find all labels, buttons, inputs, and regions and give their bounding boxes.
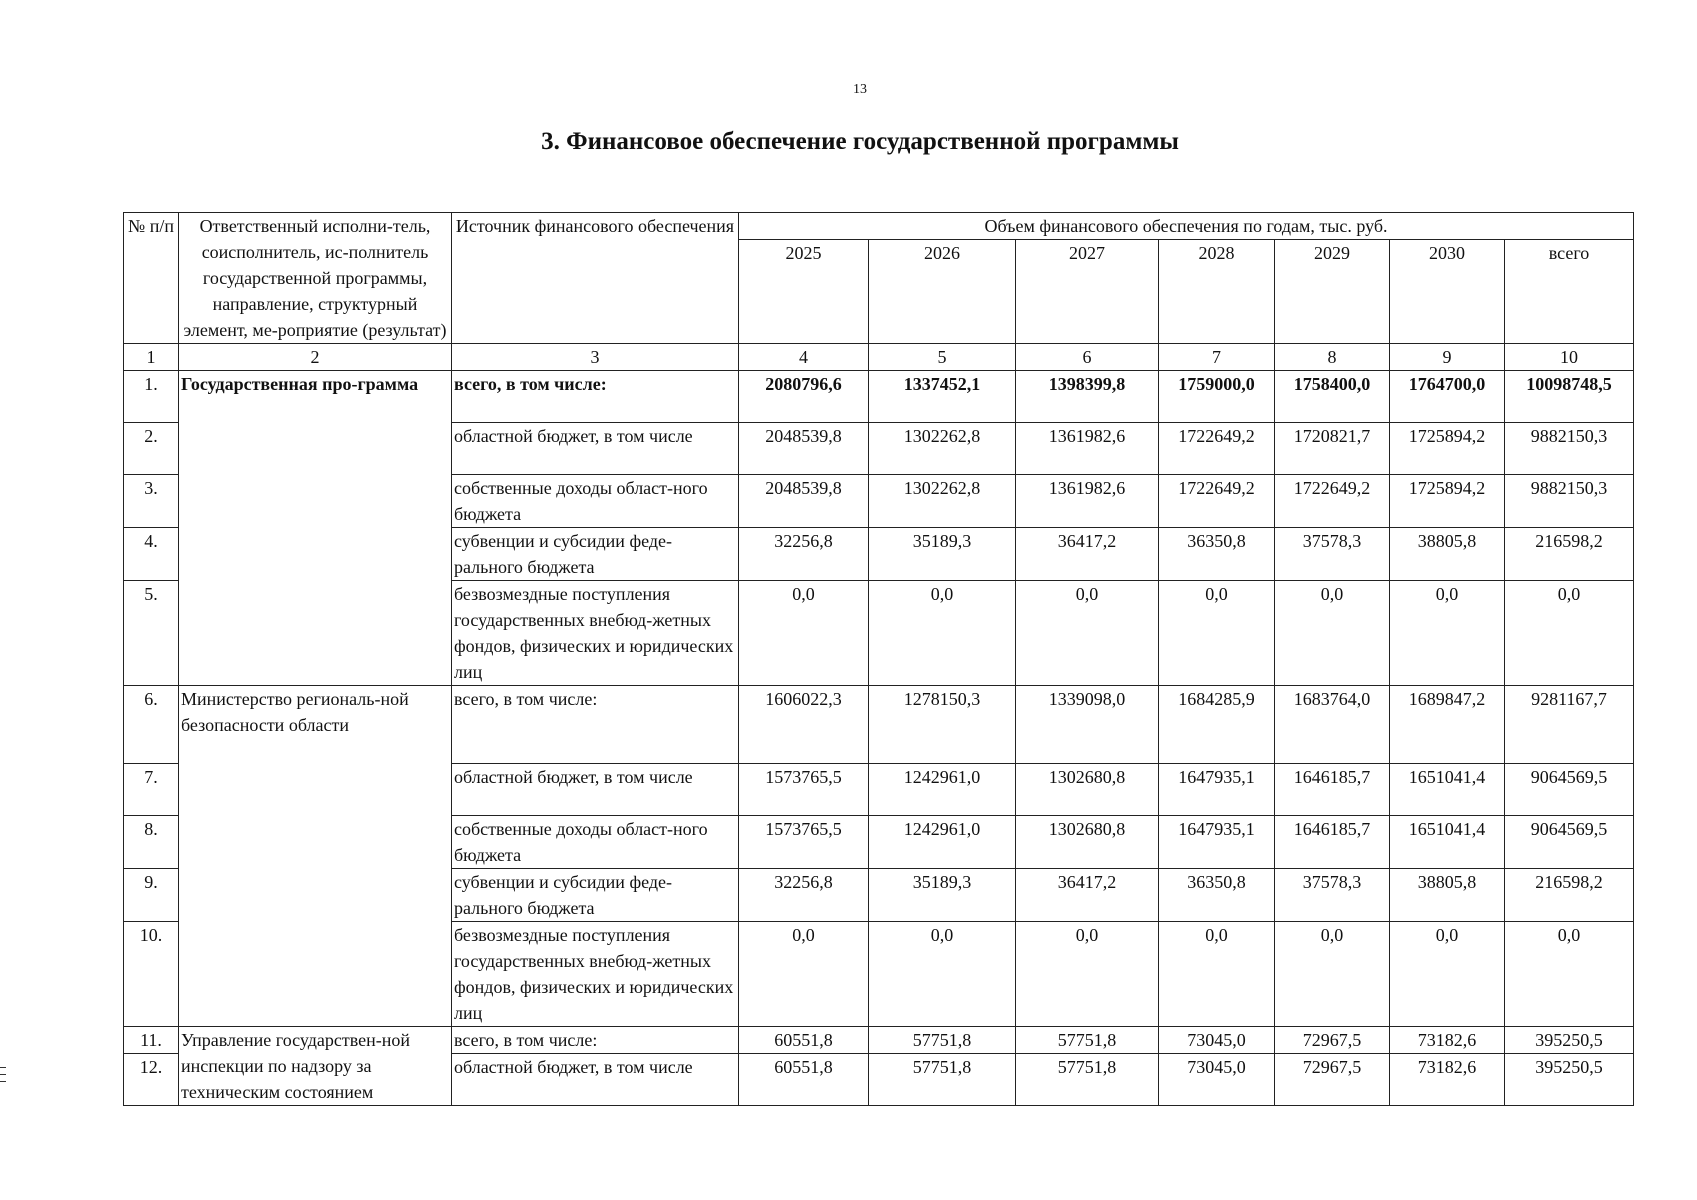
- row-number: 6.: [124, 686, 179, 764]
- row-number: 4.: [124, 528, 179, 581]
- value-year: 1646185,7: [1275, 816, 1390, 869]
- funding-source: безвозмездные поступления государственных внебюд-жетных фондов, физических и юридических лиц: [452, 581, 739, 686]
- value-year: 1764700,0: [1390, 371, 1505, 423]
- value-year: 0,0: [739, 581, 869, 686]
- header-year: 2026: [869, 240, 1016, 344]
- value-year: 1361982,6: [1016, 475, 1159, 528]
- value-year: 73182,6: [1390, 1054, 1505, 1106]
- value-year: 1278150,3: [869, 686, 1016, 764]
- column-number: 5: [869, 344, 1016, 371]
- header-year: 2030: [1390, 240, 1505, 344]
- value-total: 9882150,3: [1505, 423, 1634, 475]
- value-year: 1573765,5: [739, 816, 869, 869]
- value-year: 37578,3: [1275, 869, 1390, 922]
- row-number: 2.: [124, 423, 179, 475]
- value-year: 35189,3: [869, 528, 1016, 581]
- header-source: Источник финансового обеспечения: [452, 213, 739, 344]
- value-year: 2080796,6: [739, 371, 869, 423]
- value-total: 395250,5: [1505, 1027, 1634, 1054]
- executor-name: Государственная про-грамма: [179, 371, 452, 686]
- value-total: 216598,2: [1505, 528, 1634, 581]
- funding-source: всего, в том числе:: [452, 1027, 739, 1054]
- value-year: 1647935,1: [1159, 764, 1275, 816]
- value-year: 38805,8: [1390, 528, 1505, 581]
- value-year: 36417,2: [1016, 528, 1159, 581]
- value-year: 60551,8: [739, 1027, 869, 1054]
- value-year: 0,0: [869, 581, 1016, 686]
- value-year: 1758400,0: [1275, 371, 1390, 423]
- value-year: 57751,8: [1016, 1027, 1159, 1054]
- header-total: всего: [1505, 240, 1634, 344]
- table-row: [124, 371, 1634, 423]
- value-total: 395250,5: [1505, 1054, 1634, 1106]
- value-year: 1651041,4: [1390, 816, 1505, 869]
- value-year: 1573765,5: [739, 764, 869, 816]
- value-year: 1725894,2: [1390, 475, 1505, 528]
- page-number: 13: [853, 82, 867, 97]
- value-year: 1720821,7: [1275, 423, 1390, 475]
- header-row: [124, 213, 1634, 240]
- value-year: 1242961,0: [869, 764, 1016, 816]
- funding-source: всего, в том числе:: [452, 686, 739, 764]
- row-number: 1.: [124, 371, 179, 423]
- value-year: 35189,3: [869, 869, 1016, 922]
- financing-table: [123, 212, 1634, 1106]
- value-year: 36350,8: [1159, 528, 1275, 581]
- column-number: 6: [1016, 344, 1159, 371]
- page-title: 3. Финансовое обеспечение государственной программы: [541, 128, 1179, 155]
- value-year: 0,0: [1275, 922, 1390, 1027]
- funding-source: собственные доходы област-ного бюджета: [452, 475, 739, 528]
- funding-source: субвенции и субсидии феде-рального бюджета: [452, 869, 739, 922]
- column-number: 4: [739, 344, 869, 371]
- margin-marks: [0, 1067, 8, 1107]
- value-year: 73045,0: [1159, 1027, 1275, 1054]
- funding-source: безвозмездные поступления государственных внебюд-жетных фондов, физических и юридических лиц: [452, 922, 739, 1027]
- funding-source: субвенции и субсидии феде-рального бюджета: [452, 528, 739, 581]
- row-number: 5.: [124, 581, 179, 686]
- value-year: 1722649,2: [1159, 475, 1275, 528]
- column-number: 3: [452, 344, 739, 371]
- column-number-row: [124, 344, 1634, 371]
- header-number: № п/п: [124, 213, 179, 344]
- value-year: 1689847,2: [1390, 686, 1505, 764]
- value-year: 60551,8: [739, 1054, 869, 1106]
- row-number: 9.: [124, 869, 179, 922]
- column-number: 7: [1159, 344, 1275, 371]
- value-year: 57751,8: [869, 1054, 1016, 1106]
- value-total: 0,0: [1505, 581, 1634, 686]
- header-year: 2029: [1275, 240, 1390, 344]
- value-year: 57751,8: [1016, 1054, 1159, 1106]
- column-number: 8: [1275, 344, 1390, 371]
- value-year: 72967,5: [1275, 1054, 1390, 1106]
- value-year: 1337452,1: [869, 371, 1016, 423]
- row-number: 8.: [124, 816, 179, 869]
- value-year: 73045,0: [1159, 1054, 1275, 1106]
- value-total: 0,0: [1505, 922, 1634, 1027]
- value-year: 0,0: [1016, 581, 1159, 686]
- column-number: 1: [124, 344, 179, 371]
- value-year: 0,0: [1159, 581, 1275, 686]
- value-year: 0,0: [869, 922, 1016, 1027]
- value-year: 1684285,9: [1159, 686, 1275, 764]
- value-year: 36417,2: [1016, 869, 1159, 922]
- executor-name: Управление государствен-ной инспекции по надзору за техническим состоянием: [179, 1027, 452, 1106]
- value-total: 216598,2: [1505, 869, 1634, 922]
- funding-source: собственные доходы област-ного бюджета: [452, 816, 739, 869]
- funding-source: областной бюджет, в том числе: [452, 423, 739, 475]
- value-year: 32256,8: [739, 869, 869, 922]
- row-number: 3.: [124, 475, 179, 528]
- value-year: 1646185,7: [1275, 764, 1390, 816]
- value-year: 1725894,2: [1390, 423, 1505, 475]
- value-year: 1651041,4: [1390, 764, 1505, 816]
- value-year: 1242961,0: [869, 816, 1016, 869]
- funding-source: областной бюджет, в том числе: [452, 764, 739, 816]
- header-year: 2028: [1159, 240, 1275, 344]
- header-executor: Ответственный исполни-тель, соисполнитель, ис-полнитель государственной программы, направление, структурный элемент, ме-роприятие (результат): [179, 213, 452, 344]
- value-year: 57751,8: [869, 1027, 1016, 1054]
- executor-name: Министерство региональ-ной безопасности области: [179, 686, 452, 1027]
- value-year: 1398399,8: [1016, 371, 1159, 423]
- header-year: 2027: [1016, 240, 1159, 344]
- value-year: 1339098,0: [1016, 686, 1159, 764]
- table-row: [124, 686, 1634, 764]
- value-year: 0,0: [1390, 581, 1505, 686]
- value-year: 1302680,8: [1016, 764, 1159, 816]
- header-volume-group: Объем финансового обеспечения по годам, тыс. руб.: [739, 213, 1634, 240]
- value-year: 0,0: [1275, 581, 1390, 686]
- value-year: 1302680,8: [1016, 816, 1159, 869]
- value-year: 1683764,0: [1275, 686, 1390, 764]
- value-year: 38805,8: [1390, 869, 1505, 922]
- row-number: 11.: [124, 1027, 179, 1054]
- value-year: 0,0: [1016, 922, 1159, 1027]
- header-year: 2025: [739, 240, 869, 344]
- value-year: 1647935,1: [1159, 816, 1275, 869]
- funding-source: областной бюджет, в том числе: [452, 1054, 739, 1106]
- value-year: 32256,8: [739, 528, 869, 581]
- value-year: 0,0: [739, 922, 869, 1027]
- value-year: 73182,6: [1390, 1027, 1505, 1054]
- value-year: 1606022,3: [739, 686, 869, 764]
- value-total: 9281167,7: [1505, 686, 1634, 764]
- value-year: 1759000,0: [1159, 371, 1275, 423]
- row-number: 10.: [124, 922, 179, 1027]
- column-number: 10: [1505, 344, 1634, 371]
- row-number: 7.: [124, 764, 179, 816]
- value-year: 1722649,2: [1159, 423, 1275, 475]
- value-year: 1361982,6: [1016, 423, 1159, 475]
- value-year: 72967,5: [1275, 1027, 1390, 1054]
- value-year: 1302262,8: [869, 423, 1016, 475]
- column-number: 9: [1390, 344, 1505, 371]
- funding-source: всего, в том числе:: [452, 371, 739, 423]
- value-year: 2048539,8: [739, 423, 869, 475]
- value-total: 9064569,5: [1505, 816, 1634, 869]
- value-year: 1722649,2: [1275, 475, 1390, 528]
- column-number: 2: [179, 344, 452, 371]
- value-total: 10098748,5: [1505, 371, 1634, 423]
- value-year: 2048539,8: [739, 475, 869, 528]
- table-row: [124, 1027, 1634, 1054]
- value-year: 36350,8: [1159, 869, 1275, 922]
- value-year: 0,0: [1390, 922, 1505, 1027]
- value-year: 37578,3: [1275, 528, 1390, 581]
- value-total: 9064569,5: [1505, 764, 1634, 816]
- value-total: 9882150,3: [1505, 475, 1634, 528]
- value-year: 0,0: [1159, 922, 1275, 1027]
- row-number: 12.: [124, 1054, 179, 1106]
- value-year: 1302262,8: [869, 475, 1016, 528]
